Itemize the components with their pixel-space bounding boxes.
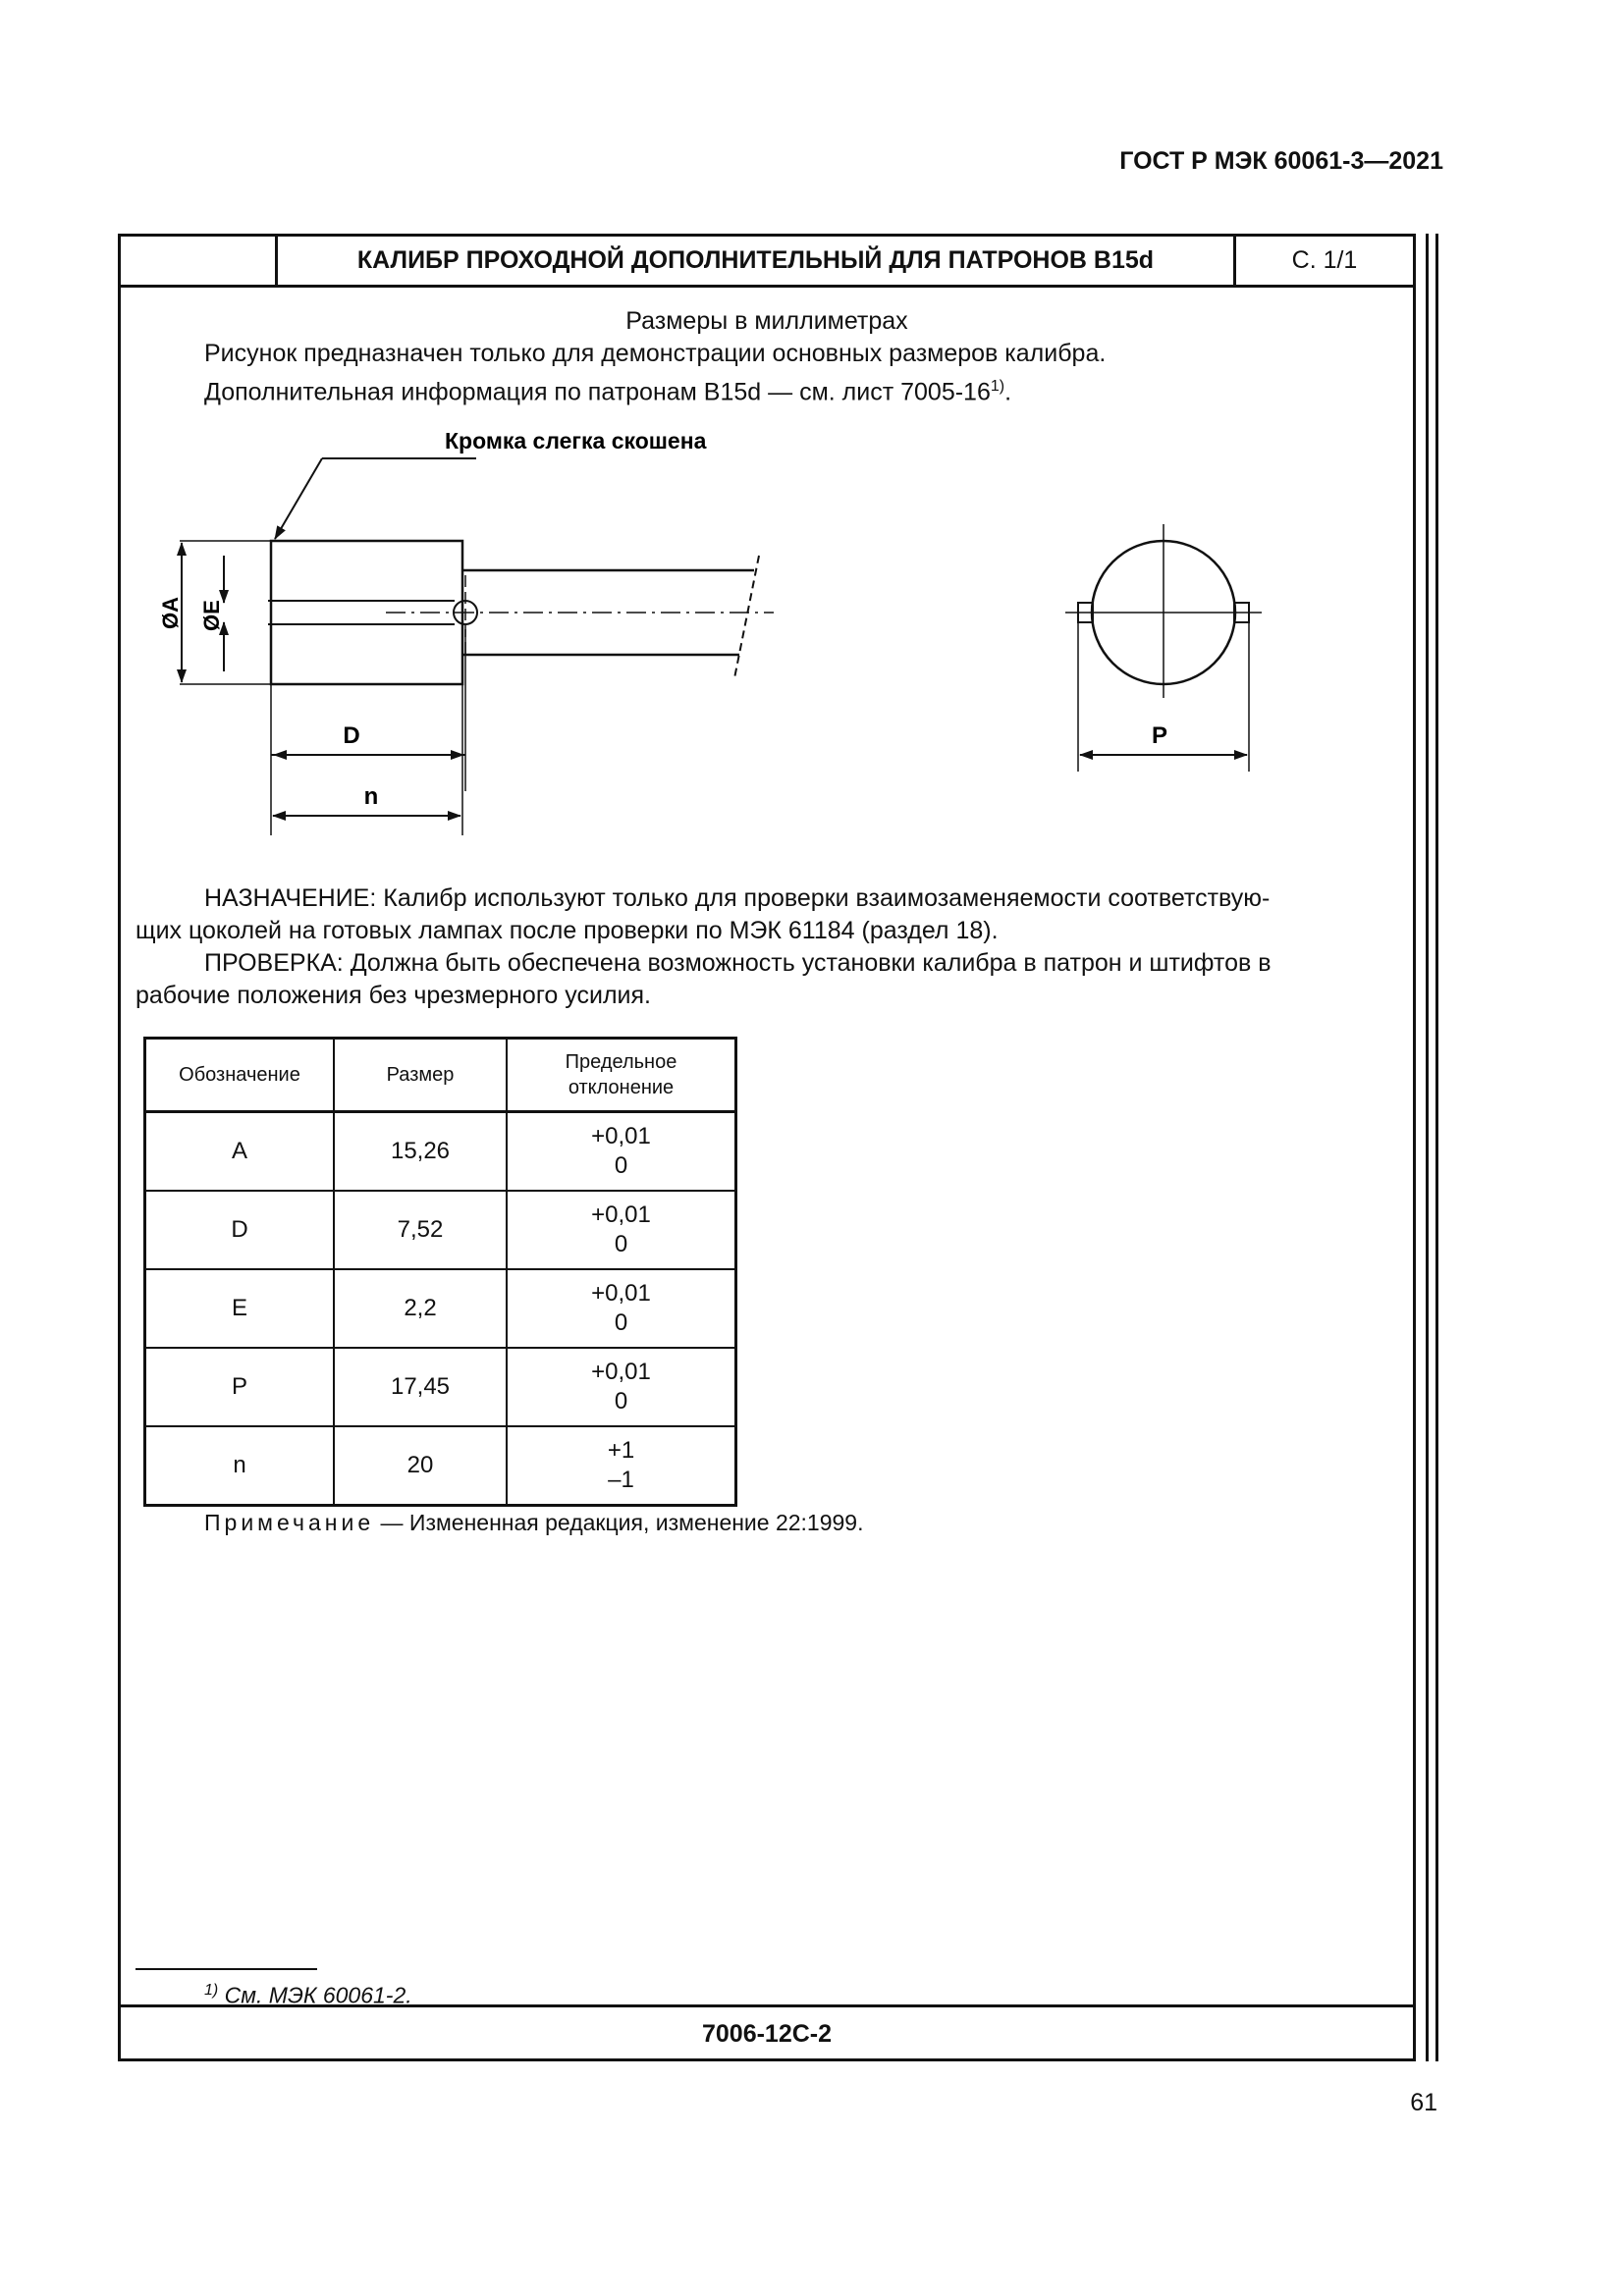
break-line [734, 556, 759, 678]
cell-tolerance [507, 1426, 736, 1506]
table-row [145, 1348, 736, 1426]
footnote-ref: 1) [990, 378, 1005, 395]
tolerance-upper: +1 [607, 1437, 635, 1464]
table-row [145, 1112, 736, 1192]
note-label: Примечание [204, 1510, 375, 1535]
page-number: 61 [1410, 2089, 1437, 2116]
cell-tolerance [507, 1191, 736, 1269]
cell-designation: D [145, 1191, 335, 1269]
dim-P-label: P [1151, 722, 1168, 749]
footnote-divider [135, 1968, 317, 1970]
frame-rail [1435, 234, 1438, 2061]
dim-D-label: D [343, 722, 360, 749]
header-size: Размер [334, 1039, 507, 1112]
header-tolerance [507, 1039, 736, 1112]
purpose-paragraph-line2: щих цоколей на готовых лампах после проверки по МЭК 61184 (раздел 18). [135, 917, 999, 944]
frame-rail [1426, 234, 1429, 2061]
note [204, 1510, 864, 1536]
tolerance-lower: 0 [614, 1309, 628, 1336]
sheet-page-ref: С. 1/1 [1291, 246, 1358, 274]
check-paragraph-line2: рабочие положения без чрезмерного усилия. [135, 982, 651, 1009]
tolerance-upper: +0,01 [591, 1280, 651, 1307]
table-row [145, 1269, 736, 1348]
purpose-line: Рисунок предназначен только для демонстрации основных размеров калибра. [204, 340, 1107, 367]
tolerance-upper: +0,01 [591, 1123, 651, 1149]
purpose-paragraph-line1: НАЗНАЧЕНИЕ: Калибр используют только для проверки взаимозаменяемости соответствую- [204, 884, 1271, 912]
cell-designation: n [145, 1426, 335, 1506]
dimensions-table [143, 1037, 737, 1507]
tolerance-lower: 0 [614, 1152, 628, 1179]
cell-size: 20 [334, 1426, 507, 1506]
note-text: — Измененная редакция, изменение 22:1999. [374, 1510, 864, 1535]
cell-designation: A [145, 1112, 335, 1192]
table-row [145, 1191, 736, 1269]
cell-tolerance [507, 1269, 736, 1348]
edge-label: Кромка слегка скошена [445, 428, 707, 454]
tolerance-upper: +0,01 [591, 1201, 651, 1228]
edge-leader-arrow [275, 458, 322, 539]
cell-size: 17,45 [334, 1348, 507, 1426]
standard-header: ГОСТ Р МЭК 60061-3—2021 [1119, 147, 1443, 175]
tolerance-lower: 0 [614, 1388, 628, 1415]
tolerance-lower: 0 [614, 1231, 628, 1257]
dim-n-label: n [363, 783, 379, 810]
dim-E-label: ØE [199, 600, 224, 631]
gauge-drawing [121, 237, 1413, 865]
cell-size: 7,52 [334, 1191, 507, 1269]
cell-size: 15,26 [334, 1112, 507, 1192]
info-end: . [1004, 378, 1012, 406]
cell-tolerance [507, 1112, 736, 1192]
tolerance-upper: +0,01 [591, 1359, 651, 1385]
dim-A-label: ØA [158, 597, 183, 629]
tolerance-lower: –1 [608, 1467, 634, 1493]
dimensions-note: Размеры в миллиметрах [625, 307, 908, 335]
header-tolerance-line2: отклонение [568, 1077, 675, 1098]
header-designation: Обозначение [145, 1039, 335, 1112]
sheet-code: 7006-12C-2 [121, 2004, 1413, 2061]
cell-designation: P [145, 1348, 335, 1426]
info-text: Дополнительная информация по патронам B15d — см. лист 7005-16 [204, 378, 991, 406]
sheet-frame [118, 234, 1416, 2061]
check-paragraph-line1: ПРОВЕРКА: Должна быть обеспечена возможность установки калибра в патрон и штифтов в [204, 949, 1272, 977]
footnote-mark: 1) [204, 1982, 219, 1999]
table-header-row [145, 1039, 736, 1112]
footnote-text: См. МЭК 60061-2. [218, 1982, 412, 2008]
table-row [145, 1426, 736, 1506]
sheet-title: КАЛИБР ПРОХОДНОЙ ДОПОЛНИТЕЛЬНЫЙ ДЛЯ ПАТРОНОВ B15d [278, 237, 1236, 285]
header-tolerance-line1: Предельное [565, 1051, 677, 1073]
cell-size: 2,2 [334, 1269, 507, 1348]
cell-tolerance [507, 1348, 736, 1426]
cell-designation: E [145, 1269, 335, 1348]
